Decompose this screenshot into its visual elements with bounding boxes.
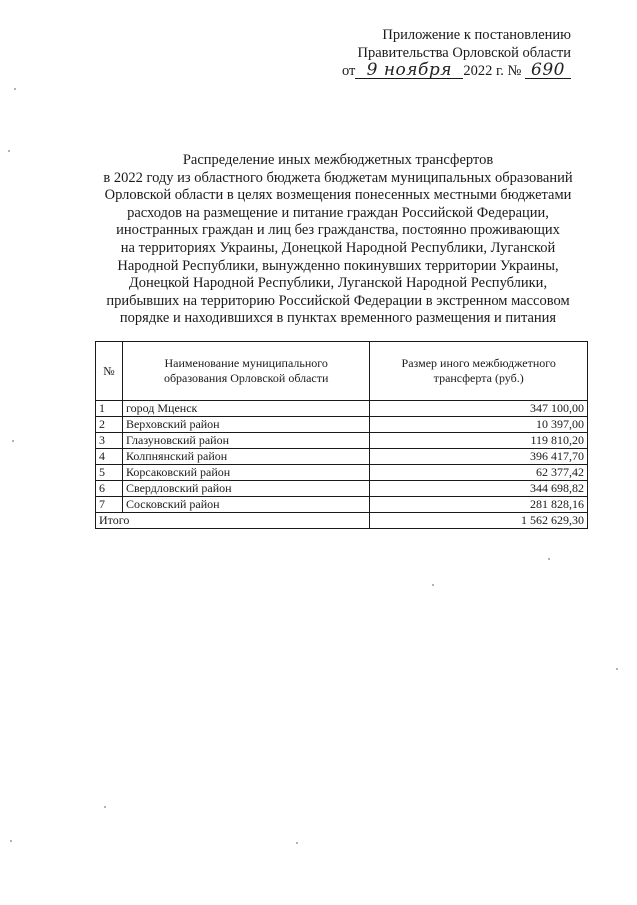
- scan-speck: [616, 668, 618, 670]
- scan-speck: [548, 558, 550, 560]
- title-line: Распределение иных межбюджетных трансфертов: [182, 152, 494, 168]
- row-number: 1: [96, 401, 123, 417]
- document-title: [64, 152, 612, 328]
- row-municipality: Верховский район: [122, 417, 369, 433]
- scan-speck: [296, 842, 298, 844]
- table-row: [96, 433, 588, 449]
- row-municipality: Глазуновский район: [122, 433, 369, 449]
- distribution-table: [95, 341, 588, 529]
- header-municipality-line-2: образования Орловской области: [163, 371, 329, 385]
- handwritten-number: 690: [525, 62, 571, 79]
- appendix-line-1: Приложение к постановлению: [382, 27, 571, 43]
- scan-speck: [12, 440, 14, 442]
- row-number: 5: [96, 465, 123, 481]
- scan-speck: [10, 840, 12, 842]
- row-municipality: Свердловский район: [122, 481, 369, 497]
- row-amount: 347 100,00: [370, 401, 588, 417]
- appendix-header: [311, 26, 571, 80]
- row-municipality: Колпнянский район: [122, 449, 369, 465]
- header-amount-line-2: трансферта (руб.): [433, 371, 524, 385]
- scan-speck: [8, 150, 10, 152]
- scan-speck: [14, 88, 16, 90]
- title-line: прибывших на территорию Российской Федерации в экстренном массовом: [106, 292, 570, 309]
- header-number: №: [96, 342, 123, 401]
- header-municipality-line-1: Наименование муниципального: [164, 356, 328, 370]
- title-line: на территориях Украины, Донецкой Народной Республики, Луганской: [120, 239, 556, 256]
- appendix-line-2: Правительства Орловской области: [357, 45, 571, 61]
- row-amount: 396 417,70: [370, 449, 588, 465]
- row-amount: 281 828,16: [370, 497, 588, 513]
- title-line: порядке и находившихся в пунктах временного размещения и питания: [119, 310, 557, 327]
- total-label: Итого: [96, 513, 370, 529]
- date-prefix: от: [341, 63, 356, 79]
- header-amount-line-1: Размер иного межбюджетного: [401, 356, 556, 370]
- row-municipality: Сосковский район: [122, 497, 369, 513]
- row-number: 4: [96, 449, 123, 465]
- title-line: Донецкой Народной Республики, Луганской Народной Республики,: [128, 275, 548, 292]
- row-municipality: город Мценск: [122, 401, 369, 417]
- scan-speck: [432, 584, 434, 586]
- title-line: расходов на размещение и питание граждан Российской Федерации,: [127, 204, 549, 221]
- header-municipality: [122, 342, 369, 401]
- table-row: [96, 465, 588, 481]
- row-number: 6: [96, 481, 123, 497]
- table-row: [96, 449, 588, 465]
- appendix-date-line: [311, 62, 571, 80]
- title-line: Орловской области в целях возмещения понесенных местными бюджетами: [104, 187, 572, 204]
- title-line: Народной Республики, вынужденно покинувших территории Украины,: [117, 257, 559, 274]
- table-total-row: [96, 513, 588, 529]
- row-number: 7: [96, 497, 123, 513]
- table-header-row: [96, 342, 588, 401]
- row-amount: 10 397,00: [370, 417, 588, 433]
- date-year: 2022 г. №: [463, 63, 522, 79]
- title-line: иностранных граждан и лиц без гражданства, постоянно проживающих: [116, 222, 560, 239]
- table-row: [96, 401, 588, 417]
- row-number: 2: [96, 417, 123, 433]
- header-amount: [370, 342, 588, 401]
- row-municipality: Корсаковский район: [122, 465, 369, 481]
- scan-speck: [104, 806, 106, 808]
- row-amount: 62 377,42: [370, 465, 588, 481]
- table-row: [96, 497, 588, 513]
- table-row: [96, 417, 588, 433]
- row-amount: 119 810,20: [370, 433, 588, 449]
- table-row: [96, 481, 588, 497]
- row-amount: 344 698,82: [370, 481, 588, 497]
- row-number: 3: [96, 433, 123, 449]
- handwritten-date: 9 ноября: [355, 62, 463, 79]
- total-amount: 1 562 629,30: [370, 513, 588, 529]
- title-line: в 2022 году из областного бюджета бюджетам муниципальных образований: [103, 169, 573, 186]
